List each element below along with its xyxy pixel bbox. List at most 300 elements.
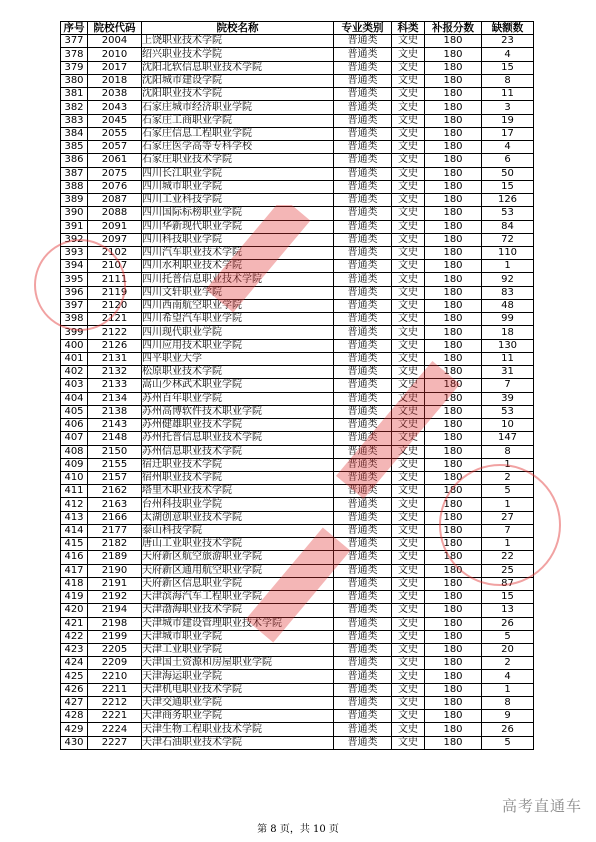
cell-vacancy: 4 (482, 670, 534, 683)
cell-seq: 393 (61, 246, 88, 259)
cell-seq: 410 (61, 471, 88, 484)
cell-seq: 423 (61, 644, 88, 657)
cell-seq: 389 (61, 194, 88, 207)
cell-seq: 388 (61, 180, 88, 193)
cell-subject: 文史 (392, 74, 425, 87)
cell-category: 普通类 (334, 114, 392, 127)
cell-code: 2227 (88, 736, 142, 749)
cell-subject: 文史 (392, 445, 425, 458)
cell-category: 普通类 (334, 591, 392, 604)
cell-vacancy: 53 (482, 405, 534, 418)
table-row (61, 511, 534, 524)
cell-score: 180 (425, 114, 482, 127)
cell-score: 180 (425, 194, 482, 207)
cell-vacancy: 2 (482, 657, 534, 670)
cell-code: 2055 (88, 127, 142, 140)
cell-code: 2061 (88, 154, 142, 167)
cell-vacancy: 84 (482, 220, 534, 233)
cell-category: 普通类 (334, 233, 392, 246)
table-row (61, 551, 534, 564)
cell-vacancy: 7 (482, 524, 534, 537)
cell-category: 普通类 (334, 220, 392, 233)
cell-category: 普通类 (334, 471, 392, 484)
cell-code: 2205 (88, 644, 142, 657)
cell-score: 180 (425, 379, 482, 392)
cell-seq: 417 (61, 564, 88, 577)
cell-category: 普通类 (334, 366, 392, 379)
table-row (61, 458, 534, 471)
cell-seq: 400 (61, 339, 88, 352)
table-row (61, 101, 534, 114)
cell-category: 普通类 (334, 538, 392, 551)
cell-category: 普通类 (334, 392, 392, 405)
cell-score: 180 (425, 313, 482, 326)
cell-seq: 385 (61, 141, 88, 154)
cell-subject: 文史 (392, 114, 425, 127)
cell-school: 上饶职业技术学院 (142, 35, 334, 48)
cell-vacancy: 13 (482, 604, 534, 617)
table-row (61, 207, 534, 220)
cell-subject: 文史 (392, 630, 425, 643)
cell-score: 180 (425, 141, 482, 154)
cell-score: 180 (425, 339, 482, 352)
cell-seq: 415 (61, 538, 88, 551)
cell-vacancy: 15 (482, 180, 534, 193)
cell-seq: 394 (61, 260, 88, 273)
cell-code: 2212 (88, 696, 142, 709)
cell-school: 唐山工业职业技术学院 (142, 538, 334, 551)
cell-school: 苏州健雄职业技术学院 (142, 419, 334, 432)
cell-score: 180 (425, 511, 482, 524)
table-row (61, 260, 534, 273)
cell-code: 2133 (88, 379, 142, 392)
cell-vacancy: 1 (482, 683, 534, 696)
cell-seq: 382 (61, 101, 88, 114)
cell-subject: 文史 (392, 471, 425, 484)
cell-subject: 文史 (392, 154, 425, 167)
cell-vacancy: 50 (482, 167, 534, 180)
cell-score: 180 (425, 736, 482, 749)
cell-code: 2004 (88, 35, 142, 48)
header-seq: 序号 (61, 22, 88, 35)
cell-score: 180 (425, 471, 482, 484)
cell-subject: 文史 (392, 683, 425, 696)
table-row (61, 326, 534, 339)
cell-vacancy: 72 (482, 233, 534, 246)
header-code: 院校代码 (88, 22, 142, 35)
cell-vacancy: 130 (482, 339, 534, 352)
cell-score: 180 (425, 233, 482, 246)
cell-vacancy: 83 (482, 286, 534, 299)
cell-category: 普通类 (334, 286, 392, 299)
cell-category: 普通类 (334, 657, 392, 670)
cell-score: 180 (425, 591, 482, 604)
cell-subject: 文史 (392, 299, 425, 312)
cell-category: 普通类 (334, 167, 392, 180)
cell-vacancy: 8 (482, 445, 534, 458)
cell-vacancy: 10 (482, 419, 534, 432)
cell-subject: 文史 (392, 352, 425, 365)
cell-seq: 402 (61, 366, 88, 379)
cell-code: 2111 (88, 273, 142, 286)
cell-seq: 413 (61, 511, 88, 524)
table-row (61, 445, 534, 458)
cell-score: 180 (425, 273, 482, 286)
cell-vacancy: 5 (482, 630, 534, 643)
cell-category: 普通类 (334, 299, 392, 312)
cell-code: 2134 (88, 392, 142, 405)
cell-code: 2157 (88, 471, 142, 484)
cell-code: 2199 (88, 630, 142, 643)
cell-seq: 387 (61, 167, 88, 180)
cell-score: 180 (425, 352, 482, 365)
brand-watermark: 高考直通车 (501, 797, 582, 815)
cell-category: 普通类 (334, 551, 392, 564)
cell-subject: 文史 (392, 48, 425, 61)
cell-vacancy: 7 (482, 379, 534, 392)
cell-category: 普通类 (334, 35, 392, 48)
cell-vacancy: 1 (482, 498, 534, 511)
cell-seq: 383 (61, 114, 88, 127)
cell-category: 普通类 (334, 524, 392, 537)
cell-school: 天津商务职业学院 (142, 710, 334, 723)
cell-seq: 414 (61, 524, 88, 537)
cell-code: 2189 (88, 551, 142, 564)
cell-subject: 文史 (392, 670, 425, 683)
table-row (61, 233, 534, 246)
cell-vacancy: 26 (482, 723, 534, 736)
cell-school: 四平职业大学 (142, 352, 334, 365)
cell-code: 2163 (88, 498, 142, 511)
cell-subject: 文史 (392, 273, 425, 286)
table-row (61, 604, 534, 617)
cell-school: 天津城市建设管理职业技术学院 (142, 617, 334, 630)
table-row (61, 154, 534, 167)
cell-subject: 文史 (392, 617, 425, 630)
cell-code: 2017 (88, 61, 142, 74)
table-row (61, 577, 534, 590)
cell-vacancy: 15 (482, 61, 534, 74)
cell-vacancy: 1 (482, 458, 534, 471)
cell-code: 2132 (88, 366, 142, 379)
cell-vacancy: 92 (482, 273, 534, 286)
cell-school: 沈阳职业技术学院 (142, 88, 334, 101)
cell-category: 普通类 (334, 260, 392, 273)
cell-vacancy: 18 (482, 326, 534, 339)
cell-subject: 文史 (392, 604, 425, 617)
table-row (61, 564, 534, 577)
header-category: 专业类别 (334, 22, 392, 35)
cell-code: 2166 (88, 511, 142, 524)
cell-score: 180 (425, 723, 482, 736)
table-row (61, 485, 534, 498)
cell-score: 180 (425, 696, 482, 709)
cell-subject: 文史 (392, 366, 425, 379)
cell-category: 普通类 (334, 326, 392, 339)
cell-school: 四川长江职业学院 (142, 167, 334, 180)
cell-vacancy: 147 (482, 432, 534, 445)
cell-subject: 文史 (392, 485, 425, 498)
cell-seq: 411 (61, 485, 88, 498)
table-row (61, 392, 534, 405)
table-row (61, 246, 534, 259)
cell-seq: 390 (61, 207, 88, 220)
cell-vacancy: 22 (482, 551, 534, 564)
cell-score: 180 (425, 220, 482, 233)
cell-category: 普通类 (334, 458, 392, 471)
cell-vacancy: 4 (482, 141, 534, 154)
cell-school: 四川城市职业学院 (142, 180, 334, 193)
cell-seq: 425 (61, 670, 88, 683)
cell-subject: 文史 (392, 405, 425, 418)
table-row (61, 366, 534, 379)
cell-school: 沈阳城市建设学院 (142, 74, 334, 87)
cell-school: 苏州高博软件技术职业学院 (142, 405, 334, 418)
cell-seq: 424 (61, 657, 88, 670)
cell-school: 台州科技职业学院 (142, 498, 334, 511)
cell-school: 天津渤海职业技术学院 (142, 604, 334, 617)
cell-score: 180 (425, 299, 482, 312)
cell-school: 天府新区信息职业学院 (142, 577, 334, 590)
table-row (61, 313, 534, 326)
cell-code: 2210 (88, 670, 142, 683)
cell-code: 2076 (88, 180, 142, 193)
table-row (61, 180, 534, 193)
cell-code: 2121 (88, 313, 142, 326)
cell-seq: 380 (61, 74, 88, 87)
cell-subject: 文史 (392, 432, 425, 445)
cell-score: 180 (425, 88, 482, 101)
cell-code: 2138 (88, 405, 142, 418)
cell-vacancy: 26 (482, 617, 534, 630)
table-row (61, 127, 534, 140)
cell-category: 普通类 (334, 194, 392, 207)
cell-score: 180 (425, 670, 482, 683)
table-row (61, 710, 534, 723)
cell-seq: 420 (61, 604, 88, 617)
cell-score: 180 (425, 48, 482, 61)
cell-seq: 407 (61, 432, 88, 445)
cell-code: 2148 (88, 432, 142, 445)
cell-category: 普通类 (334, 339, 392, 352)
cell-code: 2162 (88, 485, 142, 498)
cell-vacancy: 25 (482, 564, 534, 577)
cell-seq: 391 (61, 220, 88, 233)
cell-score: 180 (425, 683, 482, 696)
cell-subject: 文史 (392, 167, 425, 180)
cell-score: 180 (425, 101, 482, 114)
cell-category: 普通类 (334, 564, 392, 577)
cell-subject: 文史 (392, 246, 425, 259)
cell-code: 2075 (88, 167, 142, 180)
cell-score: 180 (425, 630, 482, 643)
cell-score: 180 (425, 326, 482, 339)
cell-subject: 文史 (392, 127, 425, 140)
cell-score: 180 (425, 392, 482, 405)
cell-category: 普通类 (334, 419, 392, 432)
cell-vacancy: 11 (482, 88, 534, 101)
cell-code: 2192 (88, 591, 142, 604)
cell-category: 普通类 (334, 88, 392, 101)
cell-category: 普通类 (334, 432, 392, 445)
cell-code: 2131 (88, 352, 142, 365)
cell-category: 普通类 (334, 246, 392, 259)
cell-seq: 421 (61, 617, 88, 630)
cell-score: 180 (425, 458, 482, 471)
cell-subject: 文史 (392, 207, 425, 220)
table-row (61, 538, 534, 551)
cell-school: 天津生物工程职业技术学院 (142, 723, 334, 736)
cell-score: 180 (425, 604, 482, 617)
table-header-row (61, 22, 534, 35)
cell-code: 2091 (88, 220, 142, 233)
cell-seq: 430 (61, 736, 88, 749)
cell-score: 180 (425, 710, 482, 723)
cell-code: 2018 (88, 74, 142, 87)
cell-score: 180 (425, 154, 482, 167)
cell-seq: 429 (61, 723, 88, 736)
table-row (61, 194, 534, 207)
cell-seq: 395 (61, 273, 88, 286)
cell-code: 2119 (88, 286, 142, 299)
cell-subject: 文史 (392, 736, 425, 749)
cell-code: 2038 (88, 88, 142, 101)
cell-category: 普通类 (334, 154, 392, 167)
cell-school: 石家庄医学高等专科学校 (142, 141, 334, 154)
cell-code: 2120 (88, 299, 142, 312)
table-body (61, 35, 534, 750)
cell-vacancy: 5 (482, 736, 534, 749)
cell-school: 四川应用技术职业学院 (142, 339, 334, 352)
table-row (61, 683, 534, 696)
table-row (61, 524, 534, 537)
table-row (61, 379, 534, 392)
table-row (61, 299, 534, 312)
cell-seq: 386 (61, 154, 88, 167)
cell-school: 苏州信息职业技术学院 (142, 445, 334, 458)
cell-school: 四川工业科技学院 (142, 194, 334, 207)
cell-vacancy: 8 (482, 74, 534, 87)
cell-category: 普通类 (334, 710, 392, 723)
cell-school: 宿州职业技术学院 (142, 471, 334, 484)
cell-vacancy: 11 (482, 352, 534, 365)
table-row (61, 286, 534, 299)
cell-seq: 409 (61, 458, 88, 471)
cell-subject: 文史 (392, 326, 425, 339)
cell-vacancy: 5 (482, 485, 534, 498)
cell-seq: 381 (61, 88, 88, 101)
cell-seq: 384 (61, 127, 88, 140)
cell-subject: 文史 (392, 35, 425, 48)
cell-category: 普通类 (334, 352, 392, 365)
cell-score: 180 (425, 35, 482, 48)
page-number: 第 8 页，共 10 页 (257, 824, 339, 835)
cell-subject: 文史 (392, 379, 425, 392)
cell-school: 四川汽车职业技术学院 (142, 246, 334, 259)
cell-score: 180 (425, 657, 482, 670)
cell-school: 石家庄职业技术学院 (142, 154, 334, 167)
cell-seq: 428 (61, 710, 88, 723)
cell-school: 四川文轩职业学院 (142, 286, 334, 299)
cell-school: 石家庄信息工程职业学院 (142, 127, 334, 140)
cell-subject: 文史 (392, 260, 425, 273)
cell-vacancy: 6 (482, 154, 534, 167)
cell-score: 180 (425, 538, 482, 551)
cell-score: 180 (425, 286, 482, 299)
cell-school: 松原职业技术学院 (142, 366, 334, 379)
cell-score: 180 (425, 207, 482, 220)
cell-school: 塔里木职业技术学院 (142, 485, 334, 498)
cell-subject: 文史 (392, 577, 425, 590)
table-row (61, 141, 534, 154)
cell-score: 180 (425, 485, 482, 498)
table-row (61, 273, 534, 286)
cell-seq: 396 (61, 286, 88, 299)
cell-score: 180 (425, 366, 482, 379)
cell-seq: 379 (61, 61, 88, 74)
cell-subject: 文史 (392, 564, 425, 577)
cell-code: 2043 (88, 101, 142, 114)
table-row (61, 657, 534, 670)
cell-category: 普通类 (334, 141, 392, 154)
cell-seq: 398 (61, 313, 88, 326)
cell-school: 四川国际标榜职业学院 (142, 207, 334, 220)
cell-code: 2010 (88, 48, 142, 61)
table-row (61, 471, 534, 484)
cell-subject: 文史 (392, 538, 425, 551)
table-row (61, 644, 534, 657)
admission-table (60, 21, 534, 750)
cell-seq: 419 (61, 591, 88, 604)
cell-seq: 408 (61, 445, 88, 458)
cell-seq: 397 (61, 299, 88, 312)
cell-subject: 文史 (392, 88, 425, 101)
table-row (61, 736, 534, 749)
cell-code: 2088 (88, 207, 142, 220)
cell-category: 普通类 (334, 511, 392, 524)
table-row (61, 74, 534, 87)
table-row (61, 405, 534, 418)
cell-code: 2191 (88, 577, 142, 590)
header-score: 补报分数 (425, 22, 482, 35)
cell-subject: 文史 (392, 723, 425, 736)
cell-vacancy: 15 (482, 591, 534, 604)
cell-category: 普通类 (334, 644, 392, 657)
cell-category: 普通类 (334, 101, 392, 114)
cell-school: 宿迁职业技术学院 (142, 458, 334, 471)
cell-category: 普通类 (334, 696, 392, 709)
cell-school: 太湖创意职业技术学院 (142, 511, 334, 524)
cell-school: 石家庄工商职业学院 (142, 114, 334, 127)
cell-seq: 406 (61, 419, 88, 432)
cell-vacancy: 8 (482, 696, 534, 709)
table-row (61, 167, 534, 180)
cell-category: 普通类 (334, 736, 392, 749)
cell-school: 天津城市职业学院 (142, 630, 334, 643)
cell-seq: 399 (61, 326, 88, 339)
cell-subject: 文史 (392, 141, 425, 154)
cell-category: 普通类 (334, 313, 392, 326)
cell-subject: 文史 (392, 696, 425, 709)
cell-school: 苏州托普信息职业技术学院 (142, 432, 334, 445)
cell-code: 2209 (88, 657, 142, 670)
cell-vacancy: 23 (482, 35, 534, 48)
cell-subject: 文史 (392, 233, 425, 246)
cell-code: 2198 (88, 617, 142, 630)
cell-seq: 401 (61, 352, 88, 365)
cell-subject: 文史 (392, 458, 425, 471)
cell-subject: 文史 (392, 524, 425, 537)
